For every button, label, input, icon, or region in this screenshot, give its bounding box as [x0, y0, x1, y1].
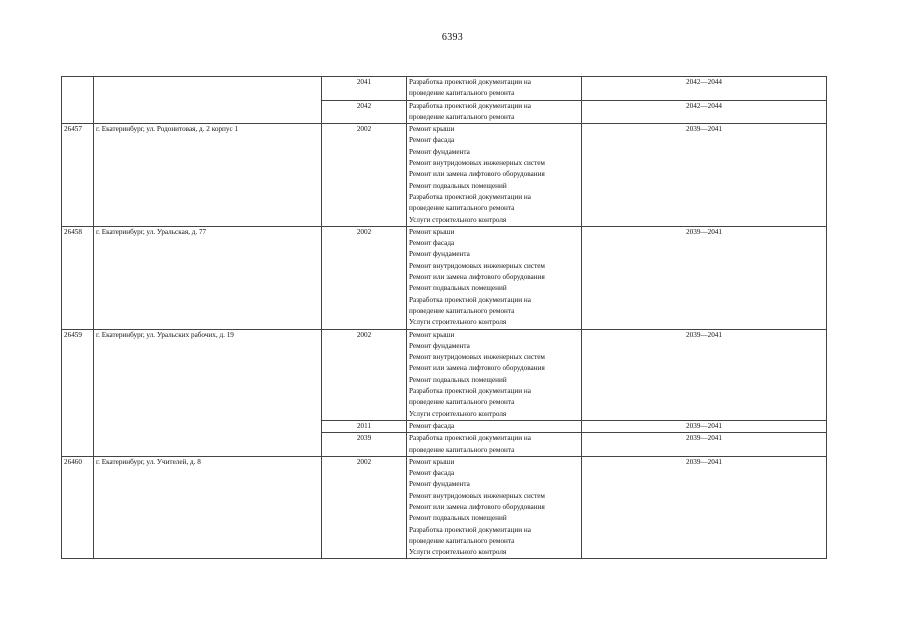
- build-year-cell: 2002: [322, 456, 407, 559]
- work-item: Ремонт фундамента: [409, 147, 470, 156]
- object-id-cell: 26457: [62, 124, 94, 227]
- table-row: [62, 226, 827, 329]
- build-year-cell: 2002: [322, 226, 407, 329]
- work-item: Услуги строительного контроля: [409, 318, 507, 327]
- planned-period-cell: 2039—2041: [582, 420, 827, 432]
- work-item: Ремонт или замена лифтового оборудования: [409, 364, 545, 373]
- planned-period-cell: 2039—2041: [582, 329, 827, 420]
- works-cell: [407, 420, 582, 432]
- works-cell: [407, 226, 582, 329]
- work-item: Ремонт подвальных помещений: [409, 375, 507, 384]
- work-item: проведение капитального ремонта: [409, 306, 515, 315]
- works-cell: [407, 100, 582, 124]
- work-item: Разработка проектной документации на: [409, 295, 531, 304]
- works-cell: [407, 77, 582, 101]
- work-item: Разработка проектной документации на: [409, 101, 531, 110]
- work-item: Услуги строительного контроля: [409, 548, 507, 557]
- build-year-cell: 2039: [322, 433, 407, 457]
- work-item: Разработка проектной документации на: [409, 525, 531, 534]
- work-item: Ремонт фасада: [409, 239, 455, 248]
- planned-period-cell: 2039—2041: [582, 456, 827, 559]
- works-cell: [407, 433, 582, 457]
- work-item: Ремонт крыши: [409, 125, 455, 134]
- work-item: Ремонт внутридомовых инженерных систем: [409, 353, 545, 362]
- repair-schedule-table: [61, 76, 827, 559]
- works-cell: [407, 329, 582, 420]
- table-row: [62, 124, 827, 227]
- work-item: Ремонт крыши: [409, 227, 455, 236]
- work-item: Услуги строительного контроля: [409, 409, 507, 418]
- work-item: Разработка проектной документации на: [409, 78, 531, 86]
- work-item: Ремонт фундамента: [409, 341, 470, 350]
- object-id-cell: [62, 77, 94, 124]
- work-item: проведение капитального ремонта: [409, 445, 515, 454]
- object-id-cell: 26458: [62, 226, 94, 329]
- work-item: Услуги строительного контроля: [409, 215, 507, 224]
- works-cell: [407, 456, 582, 559]
- work-item: проведение капитального ремонта: [409, 112, 515, 121]
- work-item: Ремонт подвальных помещений: [409, 514, 507, 523]
- build-year-cell: 2042: [322, 100, 407, 124]
- work-item: Ремонт внутридомовых инженерных систем: [409, 261, 545, 270]
- address-cell: г. Екатеринбург, ул. Родонитовая, д. 2 корпус 1: [94, 124, 322, 227]
- table-row: [62, 77, 827, 101]
- address-cell: г. Екатеринбург, ул. Уральская, д. 77: [94, 226, 322, 329]
- planned-period-cell: 2042—2044: [582, 77, 827, 101]
- address-cell: г. Екатеринбург, ул. Уральских рабочих, д. 19: [94, 329, 322, 456]
- work-item: проведение капитального ремонта: [409, 89, 515, 98]
- work-item: Ремонт фундамента: [409, 480, 470, 489]
- work-item: Ремонт фасада: [409, 469, 455, 478]
- work-item: Ремонт подвальных помещений: [409, 284, 507, 293]
- object-id-cell: 26460: [62, 456, 94, 559]
- work-item: Разработка проектной документации на: [409, 387, 531, 396]
- work-item: Ремонт подвальных помещений: [409, 181, 507, 190]
- build-year-cell: 2002: [322, 124, 407, 227]
- work-item: Ремонт внутридомовых инженерных систем: [409, 159, 545, 168]
- planned-period-cell: 2039—2041: [582, 433, 827, 457]
- work-item: Ремонт фундамента: [409, 250, 470, 259]
- work-item: Ремонт или замена лифтового оборудования: [409, 502, 545, 511]
- work-item: Разработка проектной документации на: [409, 192, 531, 201]
- works-cell: [407, 124, 582, 227]
- planned-period-cell: 2039—2041: [582, 124, 827, 227]
- work-item: Ремонт или замена лифтового оборудования: [409, 273, 545, 282]
- planned-period-cell: 2039—2041: [582, 226, 827, 329]
- work-item: Разработка проектной документации на: [409, 434, 531, 443]
- work-item: Ремонт крыши: [409, 457, 455, 466]
- planned-period-cell: 2042—2044: [582, 100, 827, 124]
- work-item: проведение капитального ремонта: [409, 398, 515, 407]
- table-row: [62, 456, 827, 559]
- work-item: проведение капитального ремонта: [409, 536, 515, 545]
- work-item: Ремонт внутридомовых инженерных систем: [409, 491, 545, 500]
- build-year-cell: 2002: [322, 329, 407, 420]
- work-item: Ремонт фасада: [409, 136, 455, 145]
- work-item: проведение капитального ремонта: [409, 204, 515, 213]
- build-year-cell: 2011: [322, 420, 407, 432]
- work-item: Ремонт или замена лифтового оборудования: [409, 170, 545, 179]
- address-cell: г. Екатеринбург, ул. Учителей, д. 8: [94, 456, 322, 559]
- object-id-cell: 26459: [62, 329, 94, 456]
- page-number: 6393: [441, 32, 464, 43]
- work-item: Ремонт фасада: [409, 421, 455, 430]
- table-row: [62, 329, 827, 420]
- address-cell: [94, 77, 322, 124]
- build-year-cell: 2041: [322, 77, 407, 101]
- work-item: Ремонт крыши: [409, 330, 455, 339]
